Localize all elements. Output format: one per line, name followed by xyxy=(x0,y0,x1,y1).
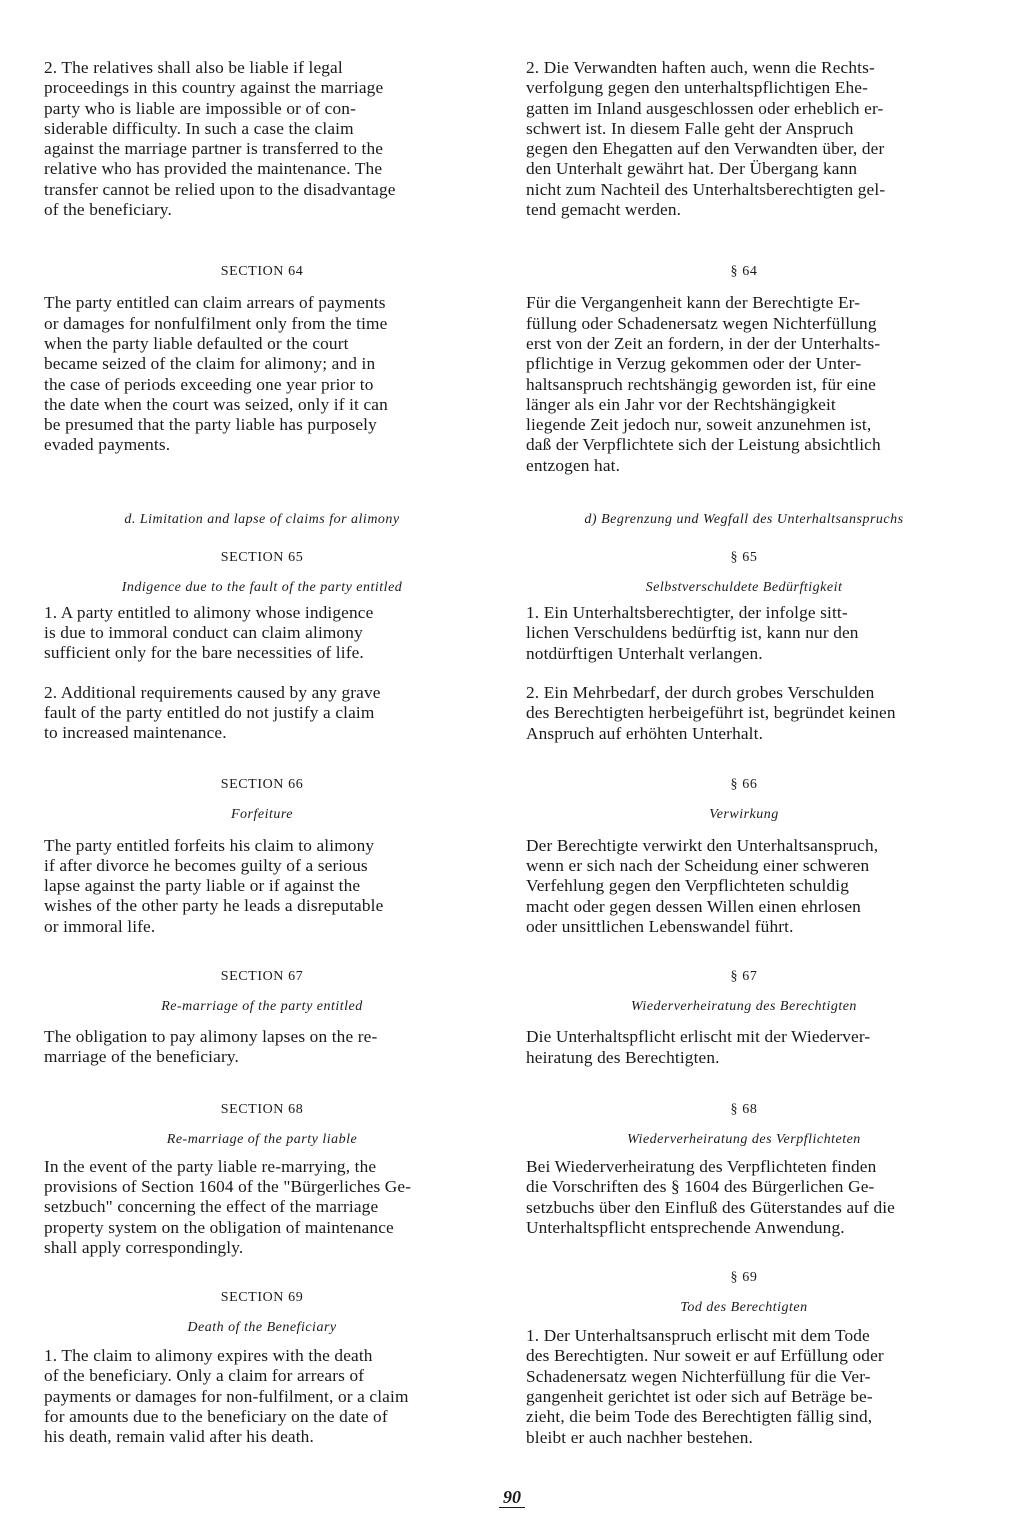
section-65-heading: SECTION 65 xyxy=(220,549,304,565)
paragraph-69-heading: § 69 xyxy=(730,1270,758,1286)
paragraph-64-text: Für die Vergangenheit kann der Berechtigte Er- füllung oder Schadenersatz wegen Nichterfüllung erst von der Zeit an fordern, in der der Unterhalts- pflichtige in Verzug gekommen oder der Unter- haltsanspruch rechtshängig geworden ist, für eine länger als ein Jahr vor der Rechtshängigkeit liegende Zeit jedoch nur, soweit anzunehmen ist, daß der Verpflichtete sich der Leistung absichtlich entzogen hat. xyxy=(526,293,881,475)
section-68-title: Re-marriage of the party liable xyxy=(166,1131,358,1147)
section-67-heading: SECTION 67 xyxy=(220,969,304,985)
paragraph-68-title: Wiederverheiratung des Verpflichteten xyxy=(627,1131,861,1147)
section-69-heading: SECTION 69 xyxy=(220,1290,304,1306)
paragraph-65-title: Selbstverschuldete Bedürftigkeit xyxy=(645,580,843,596)
section-64-text: The party entitled can claim arrears of payments or damages for nonfulfilment only from the time when the party liable defaulted or the court became seized of the claim for alimony; and in the case of periods exceeding one year prior to the date when the court was seized, only if it can be presumed that the party liable has purposely evaded payments. xyxy=(44,293,388,455)
paragraph-67-title: Wiederverheiratung des Berechtigten xyxy=(631,999,857,1015)
part-d-heading-de: d) Begrenzung und Wegfall des Unterhaltsanspruchs xyxy=(584,512,904,528)
paragraph-68-text: Bei Wiederverheiratung des Verpflichteten finden die Vorschriften des § 1604 des Bürgerlichen Ge- setzbuchs über den Einfluß des Güterstandes auf die Unterhaltspflicht entsprechende Anwendung. xyxy=(526,1156,896,1237)
section-65-title: Indigence due to the fault of the party entitled xyxy=(121,579,403,595)
paragraph-65-absatz-1: 1. Ein Unterhaltsberechtigter, der infolge sitt- lichen Verschuldens bedürftig ist, kann nur den notdürftigen Unterhalt verlangen. xyxy=(526,603,859,663)
page-number-text: 90 xyxy=(499,1487,525,1508)
paragraph-69-absatz-1: 1. Der Unterhaltsanspruch erlischt mit dem Tode des Berechtigten. Nur soweit er auf Erfüllung oder Schadenersatz wegen Nichterfüllung für die Ver- gangenheit gerichtet ist oder sich auf Beträge be- zieht, die beim Tode des Berechtigten fällig sind, bleibt er auch nachher bestehen. xyxy=(526,1326,884,1447)
section-67-text: The obligation to pay alimony lapses on the re- marriage of the beneficiary. xyxy=(44,1027,378,1067)
section-66-heading: SECTION 66 xyxy=(220,776,304,792)
paragraph-66-heading: § 66 xyxy=(730,776,758,792)
english-column xyxy=(44,58,480,1448)
paragraph-65-heading: § 65 xyxy=(730,550,758,566)
page-number xyxy=(0,1487,1024,1507)
paragraph-67-heading: § 67 xyxy=(730,969,758,985)
paragraph-64-heading: § 64 xyxy=(730,264,758,280)
section-65-paragraph-2: 2. Additional requirements caused by any grave fault of the party entitled do not justify a claim to increased maintenance. xyxy=(44,682,381,743)
section-66-title: Forfeiture xyxy=(230,806,294,822)
paragraph-66-text: Der Berechtigte verwirkt den Unterhaltsanspruch, wenn er sich nach der Scheidung einer schweren Verfehlung gegen den Verpflichteten schuldig macht oder gegen dessen Willen einen ehrlosen oder unsittlichen Lebenswandel führt. xyxy=(526,835,879,937)
paragraph-63-absatz-2: 2. Die Verwandten haften auch, wenn die Rechts- verfolgung gegen den unterhaltspflichtigen Ehe- gatten im Inland ausgeschlossen oder erheblich er- schwert ist. In diesem Falle geht der Anspruch gegen den Ehegatten auf den Verwandten über, der den Unterhalt gewährt hat. Der Übergang kann nicht zum Nachteil des Unterhaltsberechtigten gel- tend gemacht werden. xyxy=(526,58,886,220)
section-69-paragraph-1: 1. The claim to alimony expires with the death of the beneficiary. Only a claim for arrears of payments or damages for non-fulfilment, or a claim for amounts due to the beneficiary on the date of his death, remain valid after his death. xyxy=(44,1346,409,1447)
paragraph-69-title: Tod des Berechtigten xyxy=(680,1300,808,1316)
paragraph-68-heading: § 68 xyxy=(730,1101,758,1117)
section-68-text: In the event of the party liable re-marrying, the provisions of Section 1604 of the "Bürgerliches Ge- setzbuch" concerning the effect of the marriage property system on the obligation of maintenance shall apply correspondingly. xyxy=(44,1156,412,1257)
paragraph-65-absatz-2: 2. Ein Mehrbedarf, der durch grobes Verschulden des Berechtigten herbeigeführt ist, begründet keinen Anspruch auf erhöhten Unterhalt. xyxy=(526,682,896,743)
section-65-paragraph-1: 1. A party entitled to alimony whose indigence is due to immoral conduct can claim alimony sufficient only for the bare necessities of life. xyxy=(44,602,374,663)
section-63-paragraph-2: 2. The relatives shall also be liable if legal proceedings in this country against the marriage party who is liable are impossible or of con- siderable difficulty. In such a case the claim against the marriage partner is transferred to the relative who has provided the maintenance. The transfer cannot be relied upon to the disadvantage of the beneficiary. xyxy=(44,58,396,220)
section-68-heading: SECTION 68 xyxy=(220,1101,304,1117)
section-64-heading: SECTION 64 xyxy=(220,264,304,280)
paragraph-67-text: Die Unterhaltspflicht erlischt mit der Wiederver- heiratung des Berechtigten. xyxy=(526,1027,871,1067)
section-67-title: Re-marriage of the party entitled xyxy=(161,999,363,1015)
section-69-title: Death of the Beneficiary xyxy=(187,1320,337,1336)
part-d-heading: d. Limitation and lapse of claims for alimony xyxy=(124,511,400,527)
german-column xyxy=(526,58,962,1448)
section-66-text: The party entitled forfeits his claim to alimony if after divorce he becomes guilty of a serious lapse against the party liable or if against the wishes of the other party he leads a disreputable or immoral life. xyxy=(44,835,384,936)
paragraph-66-title: Verwirkung xyxy=(709,806,779,822)
